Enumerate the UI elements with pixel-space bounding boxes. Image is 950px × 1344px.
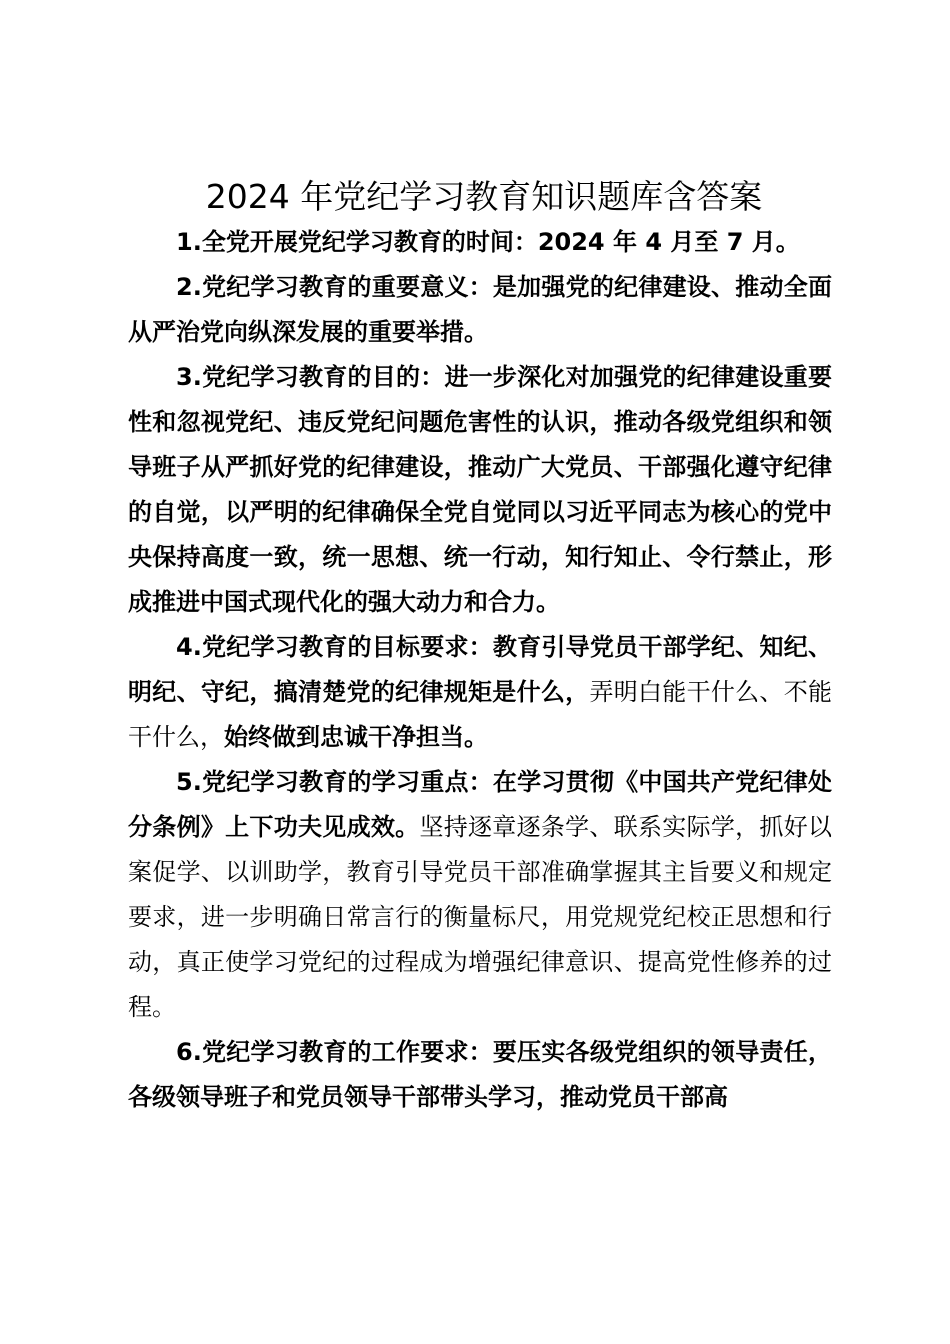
question-4-text-bold: 党纪学习教育的目标要求：教育引导党员干部学纪、知纪、明纪、守纪，搞清楚党的纪律规矩是什么， bbox=[128, 633, 832, 706]
question-2-number: 2. bbox=[176, 273, 202, 301]
question-1-number: 1. bbox=[176, 228, 202, 256]
question-4-text-normal: 弄明白能干什么、不能干什么， bbox=[128, 678, 833, 751]
question-3 bbox=[128, 355, 832, 625]
question-6-number: 6. bbox=[176, 1038, 202, 1066]
question-3-number: 3. bbox=[176, 363, 202, 391]
question-5 bbox=[128, 760, 832, 1030]
question-5-text-normal: 坚持逐章逐条学、联系实际学，抓好以案促学、以训助学，教育引导党员干部准确掌握其主旨要义和规定要求，进一步明确日常言行的衡量标尺，用党规党纪校正思想和行动，真正使学习党纪的过程成为增强纪律意识、提高党性修养的过程。 bbox=[128, 813, 833, 1021]
question-5-text-bold: 党纪学习教育的学习重点：在学习贯彻《中国共产党纪律处分条例》上下功夫见成效。 bbox=[128, 768, 832, 841]
question-1 bbox=[128, 220, 832, 265]
question-1-text: 全党开展党纪学习教育的时间：2024 年 4 月至 7 月。 bbox=[201, 228, 800, 256]
question-4-text-bold-end: 始终做到忠诚干净担当。 bbox=[224, 723, 488, 751]
question-5-number: 5. bbox=[176, 768, 202, 796]
question-6-text: 党纪学习教育的工作要求：要压实各级党组织的领导责任，各级领导班子和党员领导干部带头学习，推动党员干部高 bbox=[128, 1038, 832, 1111]
question-4-number: 4. bbox=[176, 633, 202, 661]
document-page bbox=[128, 174, 832, 1120]
question-2-text: 党纪学习教育的重要意义：是加强党的纪律建设、推动全面从严治党向纵深发展的重要举措。 bbox=[128, 273, 832, 346]
document-title: 2024 年党纪学习教育知识题库含答案 bbox=[205, 177, 763, 216]
question-4 bbox=[128, 625, 832, 760]
question-2 bbox=[128, 265, 832, 355]
question-3-text: 党纪学习教育的目的：进一步深化对加强党的纪律建设重要性和忽视党纪、违反党纪问题危害性的认识，推动各级党组织和领导班子从严抓好党的纪律建设，推动广大党员、干部强化遵守纪律的自觉，以严明的纪律确保全党自觉同以习近平同志为核心的党中央保持高度一致，统一思想、统一行动，知行知止、令行禁止，形成推进中国式现代化的强大动力和合力。 bbox=[128, 363, 832, 616]
question-6 bbox=[128, 1030, 832, 1120]
